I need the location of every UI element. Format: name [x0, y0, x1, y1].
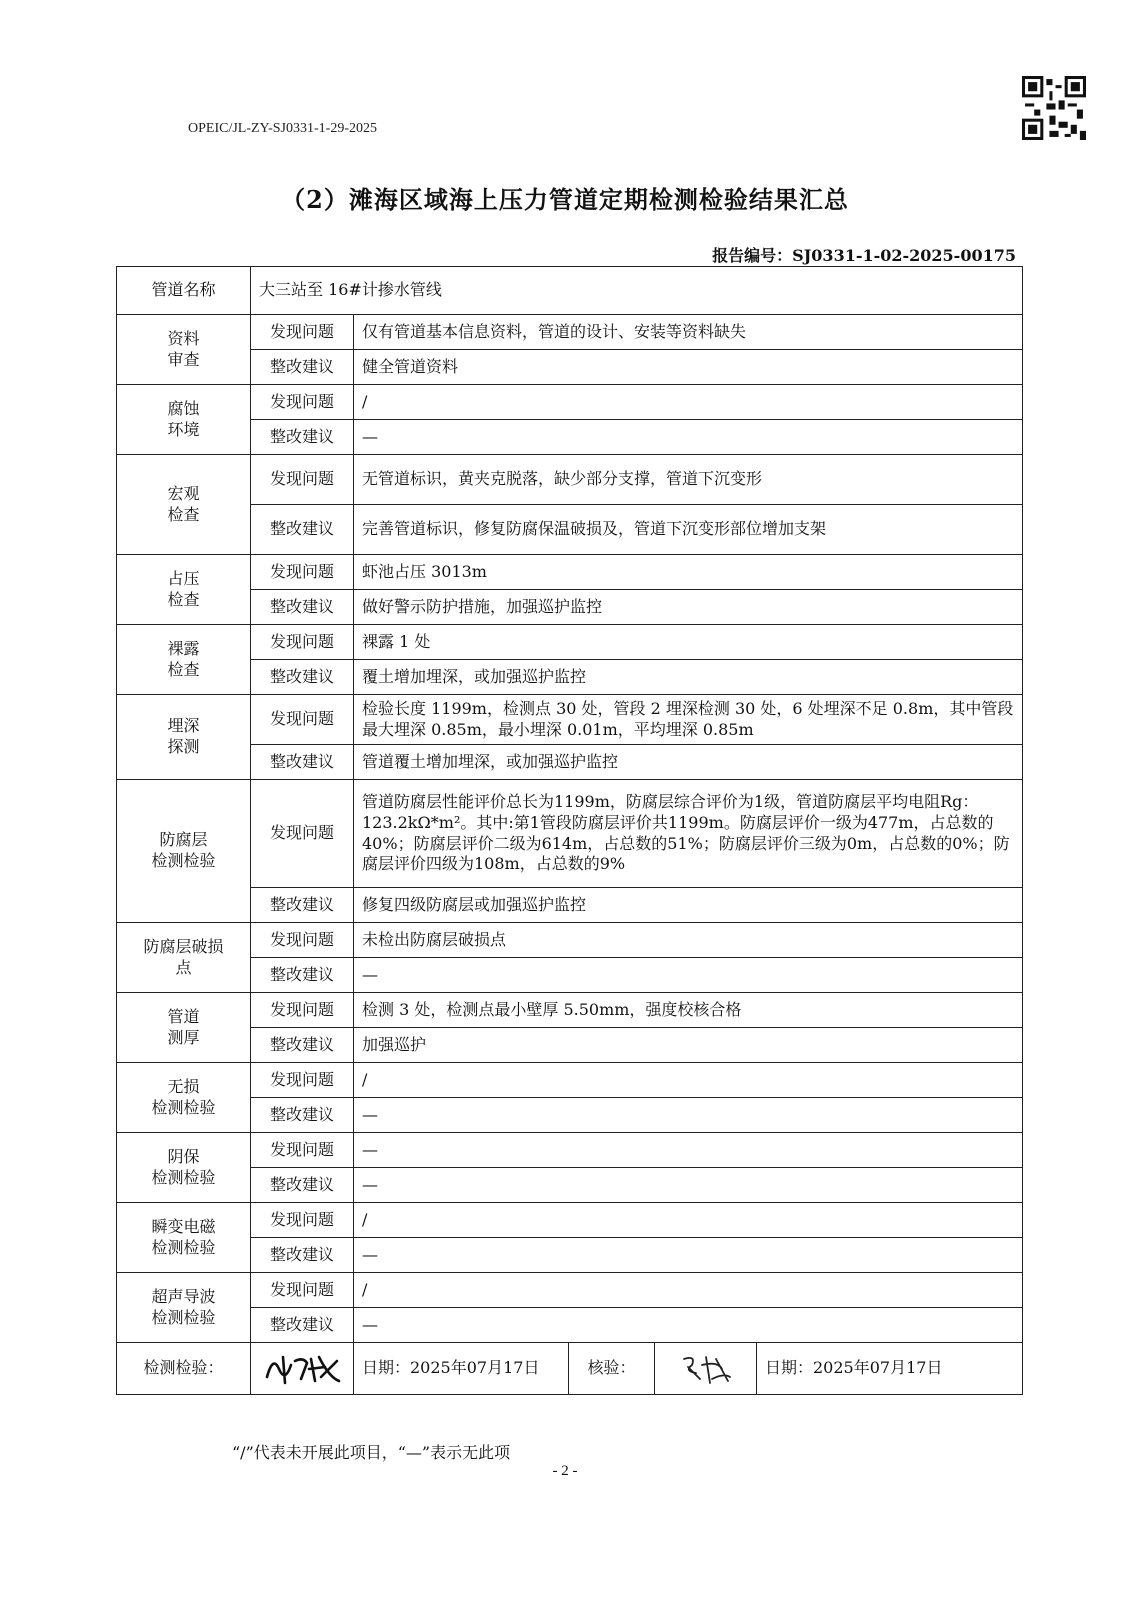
section-category-line1: 阴保: [167, 1146, 200, 1166]
section-category-line2: 检查: [167, 659, 200, 679]
section-advice-row: [117, 420, 1023, 455]
found-label: 发现问题: [251, 1063, 354, 1098]
inspector-signature-mark: [259, 1347, 349, 1391]
found-label: 发现问题: [251, 1273, 354, 1308]
inspector-signature: [251, 1343, 354, 1395]
section-advice-row: [117, 505, 1023, 555]
section-advice-row: [117, 590, 1023, 625]
found-value: 仅有管道基本信息资料，管道的设计、安装等资料缺失: [354, 315, 1023, 350]
report-number: 报告编号：SJ0331-1-02-2025-00175: [712, 246, 1016, 265]
section-category: [117, 695, 251, 780]
page-title: （2）滩海区域海上压力管道定期检测检验结果汇总: [281, 185, 849, 214]
reviewer-signature: [655, 1343, 757, 1395]
section-category-line2: 检测检验: [151, 851, 216, 870]
inspect-date: 日期：2025年07月17日: [354, 1343, 569, 1395]
advice-label: 整改建议: [251, 1308, 354, 1343]
found-label: 发现问题: [251, 695, 354, 745]
advice-label: 整改建议: [251, 1238, 354, 1273]
qr-code-icon: [1022, 76, 1086, 140]
section-found-row: [117, 695, 1023, 745]
section-category-line2: 检测检验: [151, 1167, 216, 1187]
found-value: 未检出防腐层破损点: [354, 923, 1023, 958]
pipeline-name-value: 大三站至 16#计掺水管线: [251, 267, 1023, 315]
found-label: 发现问题: [251, 923, 354, 958]
section-category: [117, 315, 251, 385]
section-category-line1: 超声导波: [151, 1286, 216, 1306]
section-found-row: [117, 923, 1023, 958]
legend-note: “/”代表未开展此项目，“—”表示无此项: [232, 1443, 511, 1462]
review-label: 核验：: [569, 1343, 655, 1395]
advice-label: 整改建议: [251, 1168, 354, 1203]
advice-label: 整改建议: [251, 958, 354, 993]
advice-value: 管道覆土增加埋深，或加强巡护监控: [354, 745, 1023, 780]
advice-label: 整改建议: [251, 745, 354, 780]
section-category-line2: 环境: [167, 419, 200, 439]
section-category: [117, 625, 251, 695]
advice-label: 整改建议: [251, 350, 354, 385]
advice-label: 整改建议: [251, 505, 354, 555]
advice-value: 覆土增加埋深，或加强巡护监控: [354, 660, 1023, 695]
results-table: [116, 266, 1023, 1395]
section-found-row: [117, 1273, 1023, 1308]
section-found-row: [117, 385, 1023, 420]
found-label: 发现问题: [251, 780, 354, 888]
section-advice-row: [117, 350, 1023, 385]
advice-value: —: [354, 1308, 1023, 1343]
section-advice-row: [117, 745, 1023, 780]
advice-value: —: [354, 1168, 1023, 1203]
section-category-line2: 点: [175, 957, 192, 977]
found-label: 发现问题: [251, 993, 354, 1028]
advice-label: 整改建议: [251, 1098, 354, 1133]
found-label: 发现问题: [251, 1203, 354, 1238]
reviewer-signature-mark: [666, 1349, 746, 1389]
advice-value: 健全管道资料: [354, 350, 1023, 385]
section-advice-row: [117, 660, 1023, 695]
page-number: - 2 -: [552, 1463, 578, 1479]
advice-value: 做好警示防护措施，加强巡护监控: [354, 590, 1023, 625]
found-value: 无管道标识，黄夹克脱落，缺少部分支撑，管道下沉变形: [354, 455, 1023, 505]
found-value: /: [354, 1203, 1023, 1238]
section-category-line2: 检测检验: [151, 1237, 216, 1257]
section-category: [117, 555, 251, 625]
section-category-line2: 检查: [167, 504, 200, 524]
section-found-row: [117, 1063, 1023, 1098]
section-found-row: [117, 1203, 1023, 1238]
advice-value: —: [354, 1238, 1023, 1273]
signoff-row: [117, 1343, 1023, 1395]
advice-value: —: [354, 1098, 1023, 1133]
found-label: 发现问题: [251, 315, 354, 350]
section-category: [117, 1133, 251, 1203]
found-value: /: [354, 1063, 1023, 1098]
inspect-label: 检测检验：: [117, 1343, 251, 1395]
section-category-line1: 防腐层破损: [143, 936, 224, 956]
section-category-line2: 检测检验: [151, 1307, 216, 1327]
section-category-line1: 埋深: [167, 716, 200, 736]
section-found-row: [117, 780, 1023, 888]
pipeline-name-label: 管道名称: [117, 267, 251, 315]
advice-label: 整改建议: [251, 1028, 354, 1063]
advice-value: —: [354, 420, 1023, 455]
section-category-line1: 裸露: [167, 638, 200, 658]
section-category: [117, 1063, 251, 1133]
found-label: 发现问题: [251, 385, 354, 420]
found-label: 发现问题: [251, 1133, 354, 1168]
found-value: 检验长度 1199m，检测点 30 处，管段 2 埋深检测 30 处，6 处埋深不足 0.8m，其中管段最大埋深 0.85m，最小埋深 0.01m，平均埋深 0.85m: [354, 695, 1023, 745]
review-date: 日期：2025年07月17日: [757, 1343, 1023, 1395]
section-advice-row: [117, 1238, 1023, 1273]
section-advice-row: [117, 1028, 1023, 1063]
section-category-line1: 占压: [167, 568, 200, 588]
section-category-line1: 腐蚀: [167, 398, 200, 418]
section-category: [117, 1203, 251, 1273]
section-advice-row: [117, 1098, 1023, 1133]
found-value: /: [354, 385, 1023, 420]
document-code: OPEIC/JL-ZY-SJ0331-1-29-2025: [188, 121, 377, 136]
section-category-line2: 测厚: [167, 1027, 200, 1047]
section-category-line1: 宏观: [167, 483, 200, 503]
section-found-row: [117, 455, 1023, 505]
section-category: [117, 993, 251, 1063]
section-category-line1: 无损: [167, 1076, 200, 1096]
found-label: 发现问题: [251, 455, 354, 505]
section-found-row: [117, 555, 1023, 590]
section-category-line1: 瞬变电磁: [151, 1216, 216, 1236]
section-found-row: [117, 1133, 1023, 1168]
section-category: [117, 455, 251, 555]
section-advice-row: [117, 1308, 1023, 1343]
section-advice-row: [117, 888, 1023, 923]
section-advice-row: [117, 958, 1023, 993]
advice-label: 整改建议: [251, 590, 354, 625]
advice-label: 整改建议: [251, 660, 354, 695]
found-value: 虾池占压 3013m: [354, 555, 1023, 590]
advice-value: 完善管道标识，修复防腐保温破损及，管道下沉变形部位增加支架: [354, 505, 1023, 555]
section-category: [117, 923, 251, 993]
section-category-line2: 审查: [167, 349, 200, 369]
found-value: /: [354, 1273, 1023, 1308]
advice-label: 整改建议: [251, 888, 354, 923]
advice-label: 整改建议: [251, 420, 354, 455]
section-found-row: [117, 993, 1023, 1028]
found-label: 发现问题: [251, 555, 354, 590]
advice-value: —: [354, 958, 1023, 993]
section-category-line2: 检测检验: [151, 1097, 216, 1117]
section-category: [117, 780, 251, 923]
found-value: 裸露 1 处: [354, 625, 1023, 660]
advice-value: 修复四级防腐层或加强巡护监控: [354, 888, 1023, 923]
found-value: —: [354, 1133, 1023, 1168]
advice-value: 加强巡护: [354, 1028, 1023, 1063]
found-value: 检测 3 处，检测点最小壁厚 5.50mm，强度校核合格: [354, 993, 1023, 1028]
section-found-row: [117, 625, 1023, 660]
section-found-row: [117, 315, 1023, 350]
section-advice-row: [117, 1168, 1023, 1203]
section-category: [117, 385, 251, 455]
section-category-line2: 探测: [167, 737, 200, 756]
section-category-line2: 检查: [167, 589, 200, 609]
found-label: 发现问题: [251, 625, 354, 660]
pipeline-name-row: [117, 267, 1023, 315]
section-category-line1: 资料: [167, 328, 200, 348]
section-category: [117, 1273, 251, 1343]
section-category-line1: 管道: [167, 1006, 200, 1026]
section-category-line1: 防腐层: [159, 830, 208, 850]
found-value: 管道防腐层性能评价总长为1199m，防腐层综合评价为1级，管道防腐层平均电阻Rg：123.2kΩ*m²。其中:第1管段防腐层评价共1199m。防腐层评价一级为477m，占总数的40%；防腐层评价二级为614m，占总数的51%；防腐层评价三级为0m，占总数的0%；防腐层评价四级为108m，占总数的9%: [354, 780, 1023, 888]
